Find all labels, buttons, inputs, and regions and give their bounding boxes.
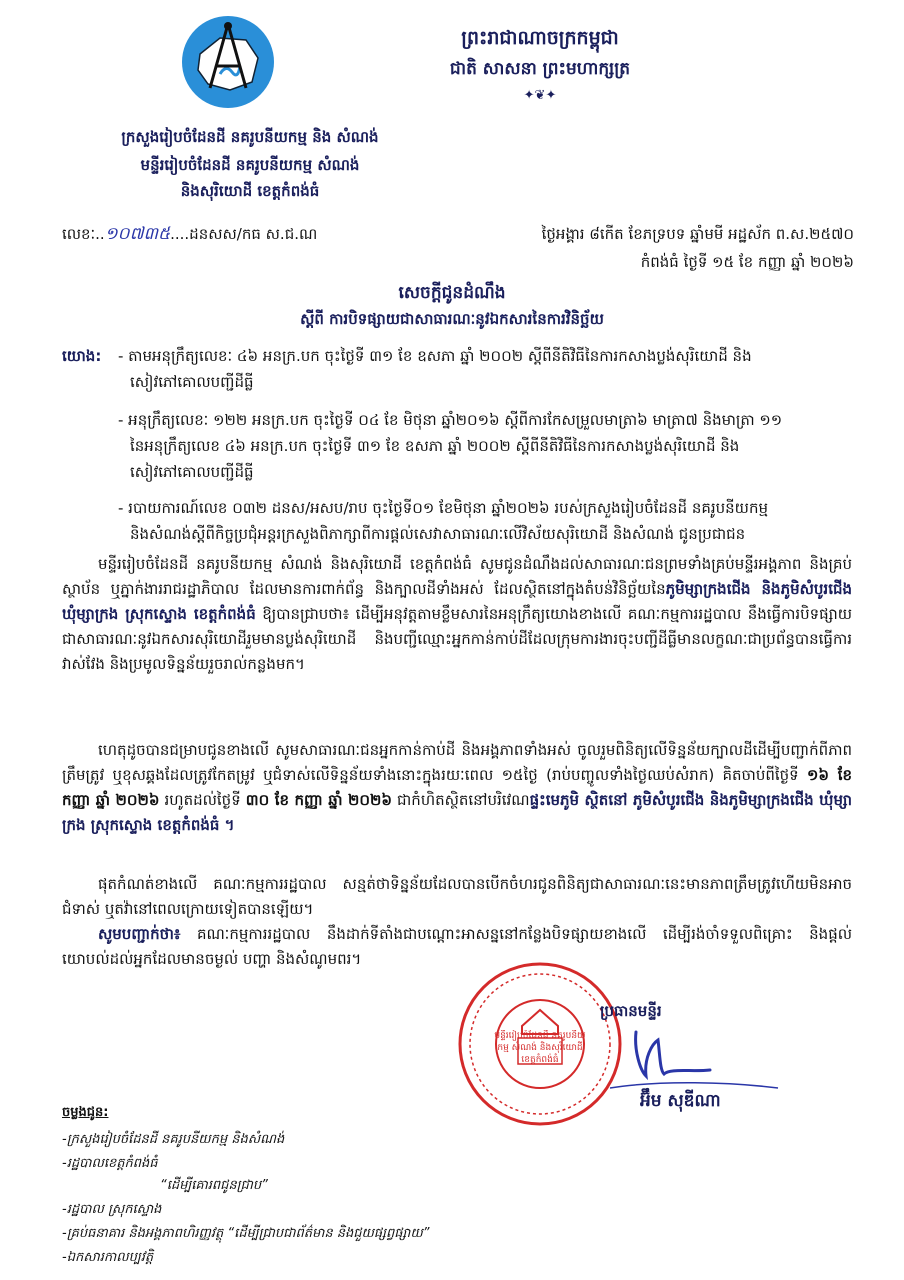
- ministry-logo: [180, 14, 276, 110]
- cc-item: -ក្រសួងរៀបចំដែនដី នគរូបនីយកម្ម និងសំណង់: [62, 1132, 285, 1147]
- body-paragraph-3: ផុតកំណត់ខាងលើ គណៈកម្មការរដ្ឋបាល សន្មត់ថាទិន្នន័យដែលបានបើកចំហរជូនពិនិត្យជាសាធារណៈនេះមានភាពត្រឹមត្រូវហើយមិនអាចជំទាស់ ឬតវ៉ានៅពេលក្រោយទៀតបានឡើយ។: [62, 875, 852, 918]
- signatory-name: អ៊ឹម សុឌីណា: [640, 1091, 721, 1111]
- department-name-line2: និងសុរិយោដី ខេត្តកំពង់ធំ: [180, 182, 320, 200]
- notice-subject: ស្តីពី ការបិទផ្សាយជាសាធារណៈនូវឯកសារនៃការវិនិច្ឆ័យ: [300, 310, 604, 328]
- end-date: ៣០ ខែ កញ្ញា ឆ្នាំ ២០២៦: [245, 791, 392, 809]
- ministry-name: ក្រសួងរៀបចំដែនដី នគរូបនីយកម្ម និង សំណង់: [121, 128, 379, 146]
- posting-location: ផ្ទះមេភូមិ ស្ថិតនៅ ភូមិសំបូរជើង និងភូមិម្សាក្រងជើង ឃុំម្សាក្រង ស្រុកស្ទោង ខេត្តកំពង់ធំ ។: [62, 791, 852, 834]
- reference-suffix: ....ដនសស/កធ ស.ជ.ណ: [170, 225, 318, 243]
- kingdom-title: ព្រះរាជាណាចក្រកម្ពុជា: [461, 27, 619, 49]
- reference-prefix: លេខៈ..: [62, 225, 105, 243]
- reference-1-line2: សៀវភៅគោលបញ្ជីដីធ្លី: [130, 373, 254, 391]
- note-label: សូមបញ្ជាក់ថា៖: [98, 925, 181, 943]
- body-paragraph-1: មន្ទីររៀបចំដែនដី នគរូបនីយកម្ម សំណង់ និងសុរិយោដី ខេត្តកំពង់ធំ សូមជូនដំណឹងដល់សាធារណៈជនព្រមទាំងគ្រប់មន្ទីរអង្គភាព និងគ្រប់ស្ថាប័ន ឬភ្នាក់ងាររាជរដ្ឋាភិបាល ដែលមានការពាក់ព័ន្ធ និងក្បាលដីទាំងអស់ ដែលស្ថិតនៅក្នុងតំបន់វិនិច្ឆ័យនៃភូមិម្សាក្រងជើង និងភូមិសំបូរជើង ឃុំម្សាក្រង ស្រុកស្ទោង ខេត្តកំពង់ធំ ឱ្យបានជ្រាបថា៖ ដើម្បីអនុវត្តតាមខ្លឹមសារនៃអនុក្រឹត្យយោងខាងលើ គណៈកម្មការរដ្ឋបាល នឹងធ្វើការបិទផ្សាយជាសាធារណៈនូវឯកសារសុរិយោដីរួមមានប្លង់សុរិយោដី និងបញ្ជីឈ្មោះអ្នកកាន់កាប់ដីដែលក្រុមការងារចុះបញ្ជីដីធ្លីមានលក្ខណៈជាប្រព័ន្ធបានធ្វើការវាស់វែង និងប្រមូលទិន្នន័យរួចរាល់កន្លងមក។: [62, 555, 852, 673]
- national-motto: ជាតិ សាសនា ព្រះមហាក្សត្រ: [449, 59, 631, 79]
- start-date: ១៦ ខែ កញ្ញា ឆ្នាំ ២០២៦: [62, 766, 852, 809]
- cc-item: -ឯកសារកាលប្បវត្តិ: [62, 1250, 154, 1265]
- reference-3-line1: - របាយការណ៍លេខ ០៣២ ដនស/អសប/រាប ចុះថ្ងៃទី០១ ខែមិថុនា ឆ្នាំ២០២៦ របស់ក្រសួងរៀបចំដែនដី នគរូបនីយកម្ម: [118, 499, 769, 517]
- solar-date: កំពង់ធំ ថ្ងៃទី ១៥ ខែ កញ្ញា ឆ្នាំ ២០២៦: [640, 253, 854, 271]
- reference-1-line1: - តាមអនុក្រឹត្យលេខៈ ៤៦ អនក្រ.បក ចុះថ្ងៃទី ៣១ ខែ ឧសភា ឆ្នាំ ២០០២ ស្តីពីនីតិវិធីនៃការកសាងប្លង់សុរិយោដី និង: [118, 347, 752, 365]
- body-paragraph-4: សូមបញ្ជាក់ថា៖ គណៈកម្មការរដ្ឋបាល នឹងដាក់ទីតាំងជាបណ្តោះអាសន្ននៅកន្លែងបិទផ្សាយខាងលើ ដើម្បីរង់ចាំទទួលពិគ្រោះ និងផ្តល់យោបល់ដល់អ្នកដែលមានចម្ងល់ បញ្ហា និងសំណូមពរ។: [62, 925, 852, 968]
- cc-label: ចម្លងជូន:: [62, 1105, 109, 1120]
- reference-2-line3: សៀវភៅគោលបញ្ជីដីធ្លី: [130, 463, 254, 481]
- reference-number: [62, 222, 317, 246]
- signatory-title: ប្រធានមន្ទីរ: [600, 1002, 662, 1020]
- department-name-line1: មន្ទីររៀបចំដែនដី នគរូបនីយកម្ម សំណង់: [140, 156, 360, 174]
- reference-handwritten-number: ១០៧៣៥: [104, 224, 171, 244]
- cc-item: -រដ្ឋបាល ស្រុកស្ទោង: [62, 1202, 162, 1217]
- stamp-text: មន្ទីររៀបចំដែនដី នគរូបនីយកម្ម សំណង់ និងសុរិយោដី ខេត្តកំពង់ធំ: [494, 1031, 586, 1065]
- cc-item: -គ្រប់ធនាគារ និងអង្គភាពហិរញ្ញវត្ថុ “ដើម្បីជ្រាបជាព័ត៌មាន និងជួយផ្សព្វផ្សាយ”: [62, 1226, 430, 1241]
- lunar-date: ថ្ងៃអង្គារ ៨កើត ខែភទ្របទ ឆ្នាំមមី អដ្ឋស័ក ព.ស.២៥៧០: [541, 225, 854, 243]
- handwritten-signature: [600, 1010, 800, 1100]
- body-paragraph-2: ហេតុដូចបានជម្រាបជូនខាងលើ សូមសាធារណៈជនអ្នកកាន់កាប់ដី និងអង្គភាពទាំងអស់ ចូលរួមពិនិត្យលើទិន្នន័យក្បាលដីដើម្បីបញ្ជាក់ពីភាពត្រឹមត្រូវ ឬខុសឆ្គងដែលត្រូវកែតម្រូវ ឬជំទាស់លើទិន្នន័យទាំងនោះក្នុងរយៈពេល ១៥ថ្ងៃ (រាប់បញ្ចូលទាំងថ្ងៃឈប់សំរាក) គិតចាប់ពីថ្ងៃទី ១៦ ខែ កញ្ញា ឆ្នាំ ២០២៦ រហូតដល់ថ្ងៃទី ៣០ ខែ កញ្ញា ឆ្នាំ ២០២៦ ជាកំហិតស្ថិតនៅបរិវេណផ្ទះមេភូមិ ស្ថិតនៅ ភូមិសំបូរជើង និងភូមិម្សាក្រងជើង ឃុំម្សាក្រង ស្រុកស្ទោង ខេត្តកំពង់ធំ ។: [62, 741, 852, 834]
- cc-item: -រដ្ឋបាលខេត្តកំពង់ធំ: [62, 1156, 158, 1171]
- reference-2-line2: នៃអនុក្រឹត្យលេខ ៤៦ អនក្រ.បក ចុះថ្ងៃទី ៣១ ខែ ឧសភា ឆ្នាំ ២០០២ ស្តីពីនីតិវិធីនៃការកសាងប្លង់សុរិយោដី និង: [130, 437, 740, 455]
- reference-2-line1: - អនុក្រឹត្យលេខៈ ១២២ អនក្រ.បក ចុះថ្ងៃទី ០៤ ខែ មិថុនា ឆ្នាំ២០១៦ ស្តីពីការកែសម្រួលមាត្រា៦ មាត្រា៧ និងមាត្រា ១១: [118, 411, 783, 429]
- cc-item: “ដើម្បីគោរពជូនជ្រាប”: [160, 1178, 268, 1193]
- motto-ornament: ✦❦✦: [523, 88, 557, 103]
- references-label: យោង:: [62, 347, 102, 365]
- target-villages: ភូមិម្សាក្រងជើង និងភូមិសំបូរជើង ឃុំម្សាក្រង ស្រុកស្ទោង ខេត្តកំពង់ធំ: [62, 580, 852, 623]
- notice-title: សេចក្តីជូនដំណឹង: [398, 283, 506, 303]
- reference-3-line2: និងសំណង់ស្តីពីកិច្ចប្រជុំអន្តរក្រសួងពិភាក្សាពីការផ្តល់សេវាសាធារណៈលើវិស័យសុរិយោដី និងសំណង់ ជូនប្រជាជន: [130, 525, 746, 543]
